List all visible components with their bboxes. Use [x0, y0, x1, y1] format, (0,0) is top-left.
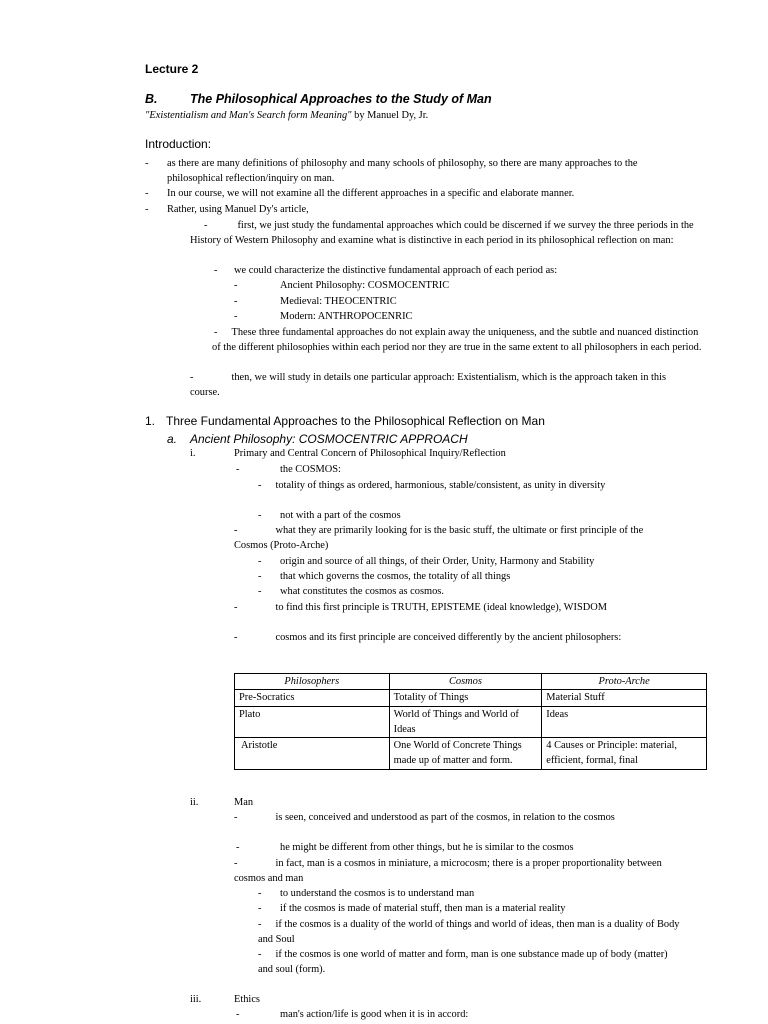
philosophers-table: [234, 673, 707, 770]
table-cell: One World of Concrete Things made up of matter and form.: [389, 738, 542, 770]
item-ii-substance-text: if the cosmos is one world of matter and form, man is one substance made up of body (matter) and soul (form).: [258, 949, 668, 976]
intro-heading: Introduction:: [145, 137, 212, 151]
bullet-dash: -: [258, 949, 262, 960]
item-ii-material: if the cosmos is made of material stuff, then man is a material reality: [280, 903, 566, 914]
table-header-cell: Cosmos: [389, 674, 542, 690]
section-title: The Philosophical Approaches to the Study of Man: [190, 92, 492, 106]
bullet-dash: -: [214, 265, 218, 276]
bullet-dash: -: [234, 602, 238, 613]
table-cell: Plato: [235, 706, 390, 738]
item-i-cosmos-b: not with a part of the cosmos: [280, 510, 401, 521]
intro-bullet-2: In our course, we will not examine all the different approaches in a specific and elaborate manner.: [167, 188, 575, 199]
section-1-number: 1.: [145, 414, 156, 428]
item-iii-title: Ethics: [234, 994, 260, 1005]
item-i-origin: origin and source of all things, of their Order, Unity, Harmony and Stability: [280, 556, 595, 567]
item-ii-part-text: is seen, conceived and understood as part of the cosmos, in relation to the cosmos: [275, 812, 615, 823]
bullet-dash: -: [236, 464, 240, 475]
bullet-dash: -: [258, 556, 262, 567]
period-medieval: Medieval: THEOCENTRIC: [280, 296, 397, 307]
bullet-dash: -: [214, 327, 218, 338]
item-ii-microcosm-text: in fact, man is a cosmos in miniature, a microcosm; there is a proper proportionality between cosmos and man: [234, 858, 662, 885]
table-cell: 4 Causes or Principle: material, efficient, formal, final: [542, 738, 707, 770]
table-cell: Material Stuff: [542, 690, 707, 706]
table-cell: Pre-Socratics: [235, 690, 390, 706]
item-ii-number: ii.: [190, 797, 199, 808]
item-i-looking-text: what they are primarily looking for is the basic stuff, the ultimate or first principle of the Cosmos (Proto-Arche): [234, 525, 644, 552]
intro-bullet-1: as there are many definitions of philosophy and many schools of philosophy, so there are many approaches to the philosophical reflection/inquiry on man.: [167, 158, 638, 185]
period-ancient: Ancient Philosophy: COSMOCENTRIC: [280, 280, 450, 291]
intro-sub-a-text: first, we just study the fundamental approaches which could be discerned if we survey the three periods in the History of Western Philosophy and examine what is distinctive in each period in its philosophical reflection on man:: [190, 220, 694, 247]
item-ii-microcosm: [234, 856, 664, 887]
item-ii-duality-text: if the cosmos is a duality of the world of things and world of ideas, then man is a duality of Body and Soul: [258, 919, 680, 946]
table-row: [235, 706, 707, 738]
bullet-dash: -: [145, 204, 149, 215]
item-ii-title: Man: [234, 797, 254, 808]
item-ii-part: [234, 810, 664, 825]
bullet-dash: -: [258, 571, 262, 582]
section-1-title: Three Fundamental Approaches to the Philosophical Reflection on Man: [166, 414, 545, 428]
item-iii-action: man's action/life is good when it is in accord:: [280, 1009, 469, 1020]
bullet-dash: -: [145, 188, 149, 199]
bullet-dash: -: [234, 296, 238, 307]
intro-sub-b-text: then, we will study in details one particular approach: Existentialism, which is the approach taken in this course.: [190, 372, 667, 399]
bullet-dash: -: [258, 919, 262, 930]
table-cell: World of Things and World of Ideas: [389, 706, 542, 738]
bullet-dash: -: [190, 372, 194, 383]
item-i-conceived: [234, 630, 664, 645]
bullet-dash: -: [204, 220, 208, 231]
item-ii-understand: to understand the cosmos is to understand man: [280, 888, 475, 899]
lecture-label: Lecture 2: [145, 62, 199, 76]
item-i-number: i.: [190, 448, 196, 459]
intro-bullet-3: Rather, using Manuel Dy's article,: [167, 204, 309, 215]
bullet-dash: -: [234, 280, 238, 291]
item-i-looking: [234, 523, 654, 554]
bullet-dash: -: [234, 311, 238, 322]
item-i-governs: that which governs the cosmos, the totality of all things: [280, 571, 511, 582]
intro-sub-a2: [212, 325, 707, 356]
item-i-conceived-text: cosmos and its first principle are conceived differently by the ancient philosophers:: [275, 632, 622, 643]
intro-sub-a1: we could characterize the distinctive fundamental approach of each period as:: [234, 265, 558, 276]
subtitle: [145, 108, 625, 123]
item-i-cosmos: the COSMOS:: [280, 464, 341, 475]
intro-sub-a2-text: These three fundamental approaches do not explain away the uniqueness, and the subtle and nuanced distinction of the different philosophies within each period nor they are true in the same extent to all philosophers in each period.: [212, 327, 702, 354]
table-header-cell: Philosophers: [235, 674, 390, 690]
table-row: [235, 690, 707, 706]
bullet-dash: -: [145, 158, 149, 169]
bullet-dash: -: [258, 510, 262, 521]
item-ii-duality: [258, 917, 683, 948]
bullet-dash: -: [258, 903, 262, 914]
intro-sub-b: [190, 370, 680, 401]
subsection-a-title: Ancient Philosophy: COSMOCENTRIC APPROACH: [190, 432, 468, 446]
bullet-dash: -: [234, 812, 238, 823]
table-header-row: [235, 674, 707, 690]
item-i-constitutes: what constitutes the cosmos as cosmos.: [280, 586, 444, 597]
bullet-dash: -: [258, 586, 262, 597]
item-i-truth: [234, 600, 654, 615]
period-modern: Modern: ANTHROPOCENRIC: [280, 311, 413, 322]
table-cell: Ideas: [542, 706, 707, 738]
item-ii-different: he might be different from other things, but he is similar to the cosmos: [280, 842, 574, 853]
section-letter: B.: [145, 92, 158, 106]
table-row: [235, 738, 707, 770]
item-i-title: Primary and Central Concern of Philosophical Inquiry/Reflection: [234, 448, 506, 459]
bullet-dash: -: [234, 525, 238, 536]
subsection-a-letter: a.: [167, 432, 178, 446]
intro-sub-a: [190, 218, 710, 249]
bullet-dash: -: [258, 888, 262, 899]
item-i-truth-text: to find this first principle is TRUTH, EPISTEME (ideal knowledge), WISDOM: [275, 602, 607, 613]
bullet-dash: -: [258, 480, 262, 491]
bullet-dash: -: [234, 858, 238, 869]
table-header-cell: Proto-Arche: [542, 674, 707, 690]
item-ii-substance: [258, 947, 683, 978]
bullet-dash: -: [234, 632, 238, 643]
item-i-cosmos-a: [258, 478, 658, 493]
item-i-cosmos-a-text: totality of things as ordered, harmonious, stable/consistent, as unity in diversity: [275, 480, 606, 491]
table-cell: Totality of Things: [389, 690, 542, 706]
table-cell: Aristotle: [235, 738, 390, 770]
item-iii-number: iii.: [190, 994, 202, 1005]
bullet-dash: -: [236, 1009, 240, 1020]
bullet-dash: -: [236, 842, 240, 853]
subtitle-author: by Manuel Dy, Jr.: [351, 110, 429, 121]
subtitle-article-title: "Existentialism and Man's Search form Meaning": [145, 110, 352, 121]
